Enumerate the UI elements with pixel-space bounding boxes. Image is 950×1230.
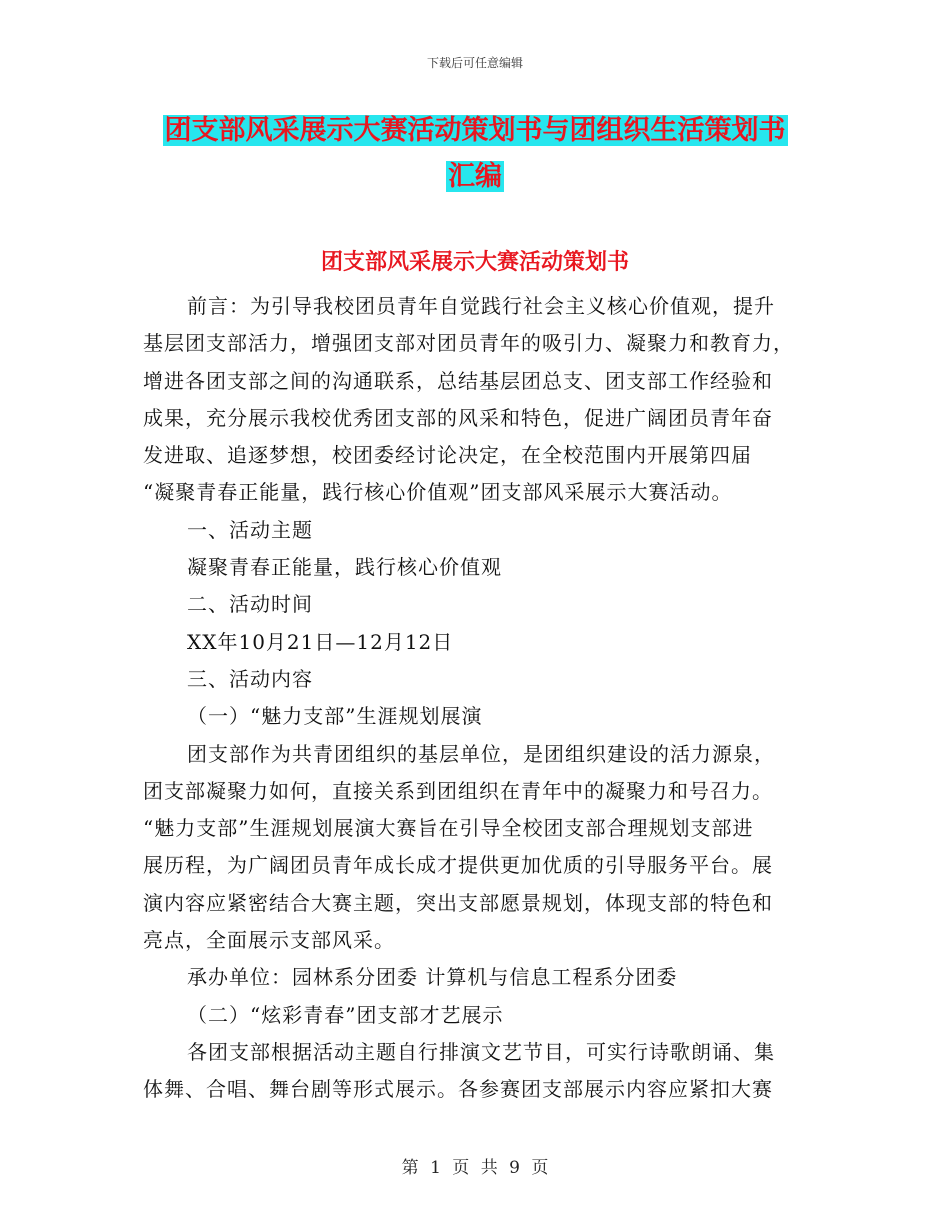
body-line: XX年10月21日—12月12日 xyxy=(187,629,454,654)
title-line-2: 汇编 xyxy=(448,161,502,192)
body-line: 基层团支部活力，增强团支部对团员青年的吸引力、凝聚力和教育力， xyxy=(143,331,794,356)
header-note: 下载后可任意编辑 xyxy=(426,56,523,70)
body-line: （一）“魅力支部”生涯规划展演 xyxy=(187,704,483,729)
body-line: 成果，充分展示我校优秀团支部的风采和特色，促进广阔团员青年奋 xyxy=(143,405,773,430)
body-line: 承办单位：园林系分团委 计算机与信息工程系分团委 xyxy=(187,965,678,990)
body-line: 增进各团支部之间的沟通联系，总结基层团总支、团支部工作经验和 xyxy=(143,368,773,393)
body-line: 各团支部根据活动主题自行排演文艺节目，可实行诗歌朗诵、集 xyxy=(187,1039,775,1064)
section-title: 团支部风采展示大赛活动策划书 xyxy=(320,250,629,275)
body-line: 二、活动时间 xyxy=(187,592,313,617)
body-line: 前言：为引导我校团员青年自觉践行社会主义核心价值观，提升 xyxy=(187,294,775,318)
title-line-1: 团支部风采展示大赛活动策划书与团组织生活策划书 xyxy=(164,115,786,146)
body-line: 演内容应紧密结合大赛主题，突出支部愿景规划，体现支部的特色和 xyxy=(143,890,773,915)
body-line: 发进取、追逐梦想，校团委经讨论决定，在全校范围内开展第四届 xyxy=(143,443,752,468)
body-line: 团支部凝聚力如何，直接关系到团组织在青年中的凝聚力和号召力。 xyxy=(143,778,773,803)
body-line: 体舞、合唱、舞台剧等形式展示。各参赛团支部展示内容应紧扣大赛 xyxy=(143,1077,773,1102)
page-footer: 第 1 页 共 9 页 xyxy=(401,1158,549,1178)
body-line: （二）“炫彩青春”团支部才艺展示 xyxy=(187,1002,504,1027)
body-line: “魅力支部”生涯规划展演大赛旨在引导全校团支部合理规划支部进 xyxy=(143,816,754,841)
body-line: 亮点，全面展示支部风采。 xyxy=(143,928,395,953)
body-line: “凝聚青春正能量，践行核心价值观”团支部风采展示大赛活动。 xyxy=(143,480,733,505)
body-line: 凝聚青春正能量，践行核心价值观 xyxy=(187,555,502,580)
body-text xyxy=(143,288,808,1109)
document-title xyxy=(130,108,820,200)
body-line: 一、活动主题 xyxy=(187,517,313,542)
body-line: 团支部作为共青团组织的基层单位，是团组织建设的活力源泉， xyxy=(187,741,775,766)
body-line: 展历程，为广阔团员青年成长成才提供更加优质的引导服务平台。展 xyxy=(143,853,773,878)
body-line: 三、活动内容 xyxy=(187,666,313,691)
